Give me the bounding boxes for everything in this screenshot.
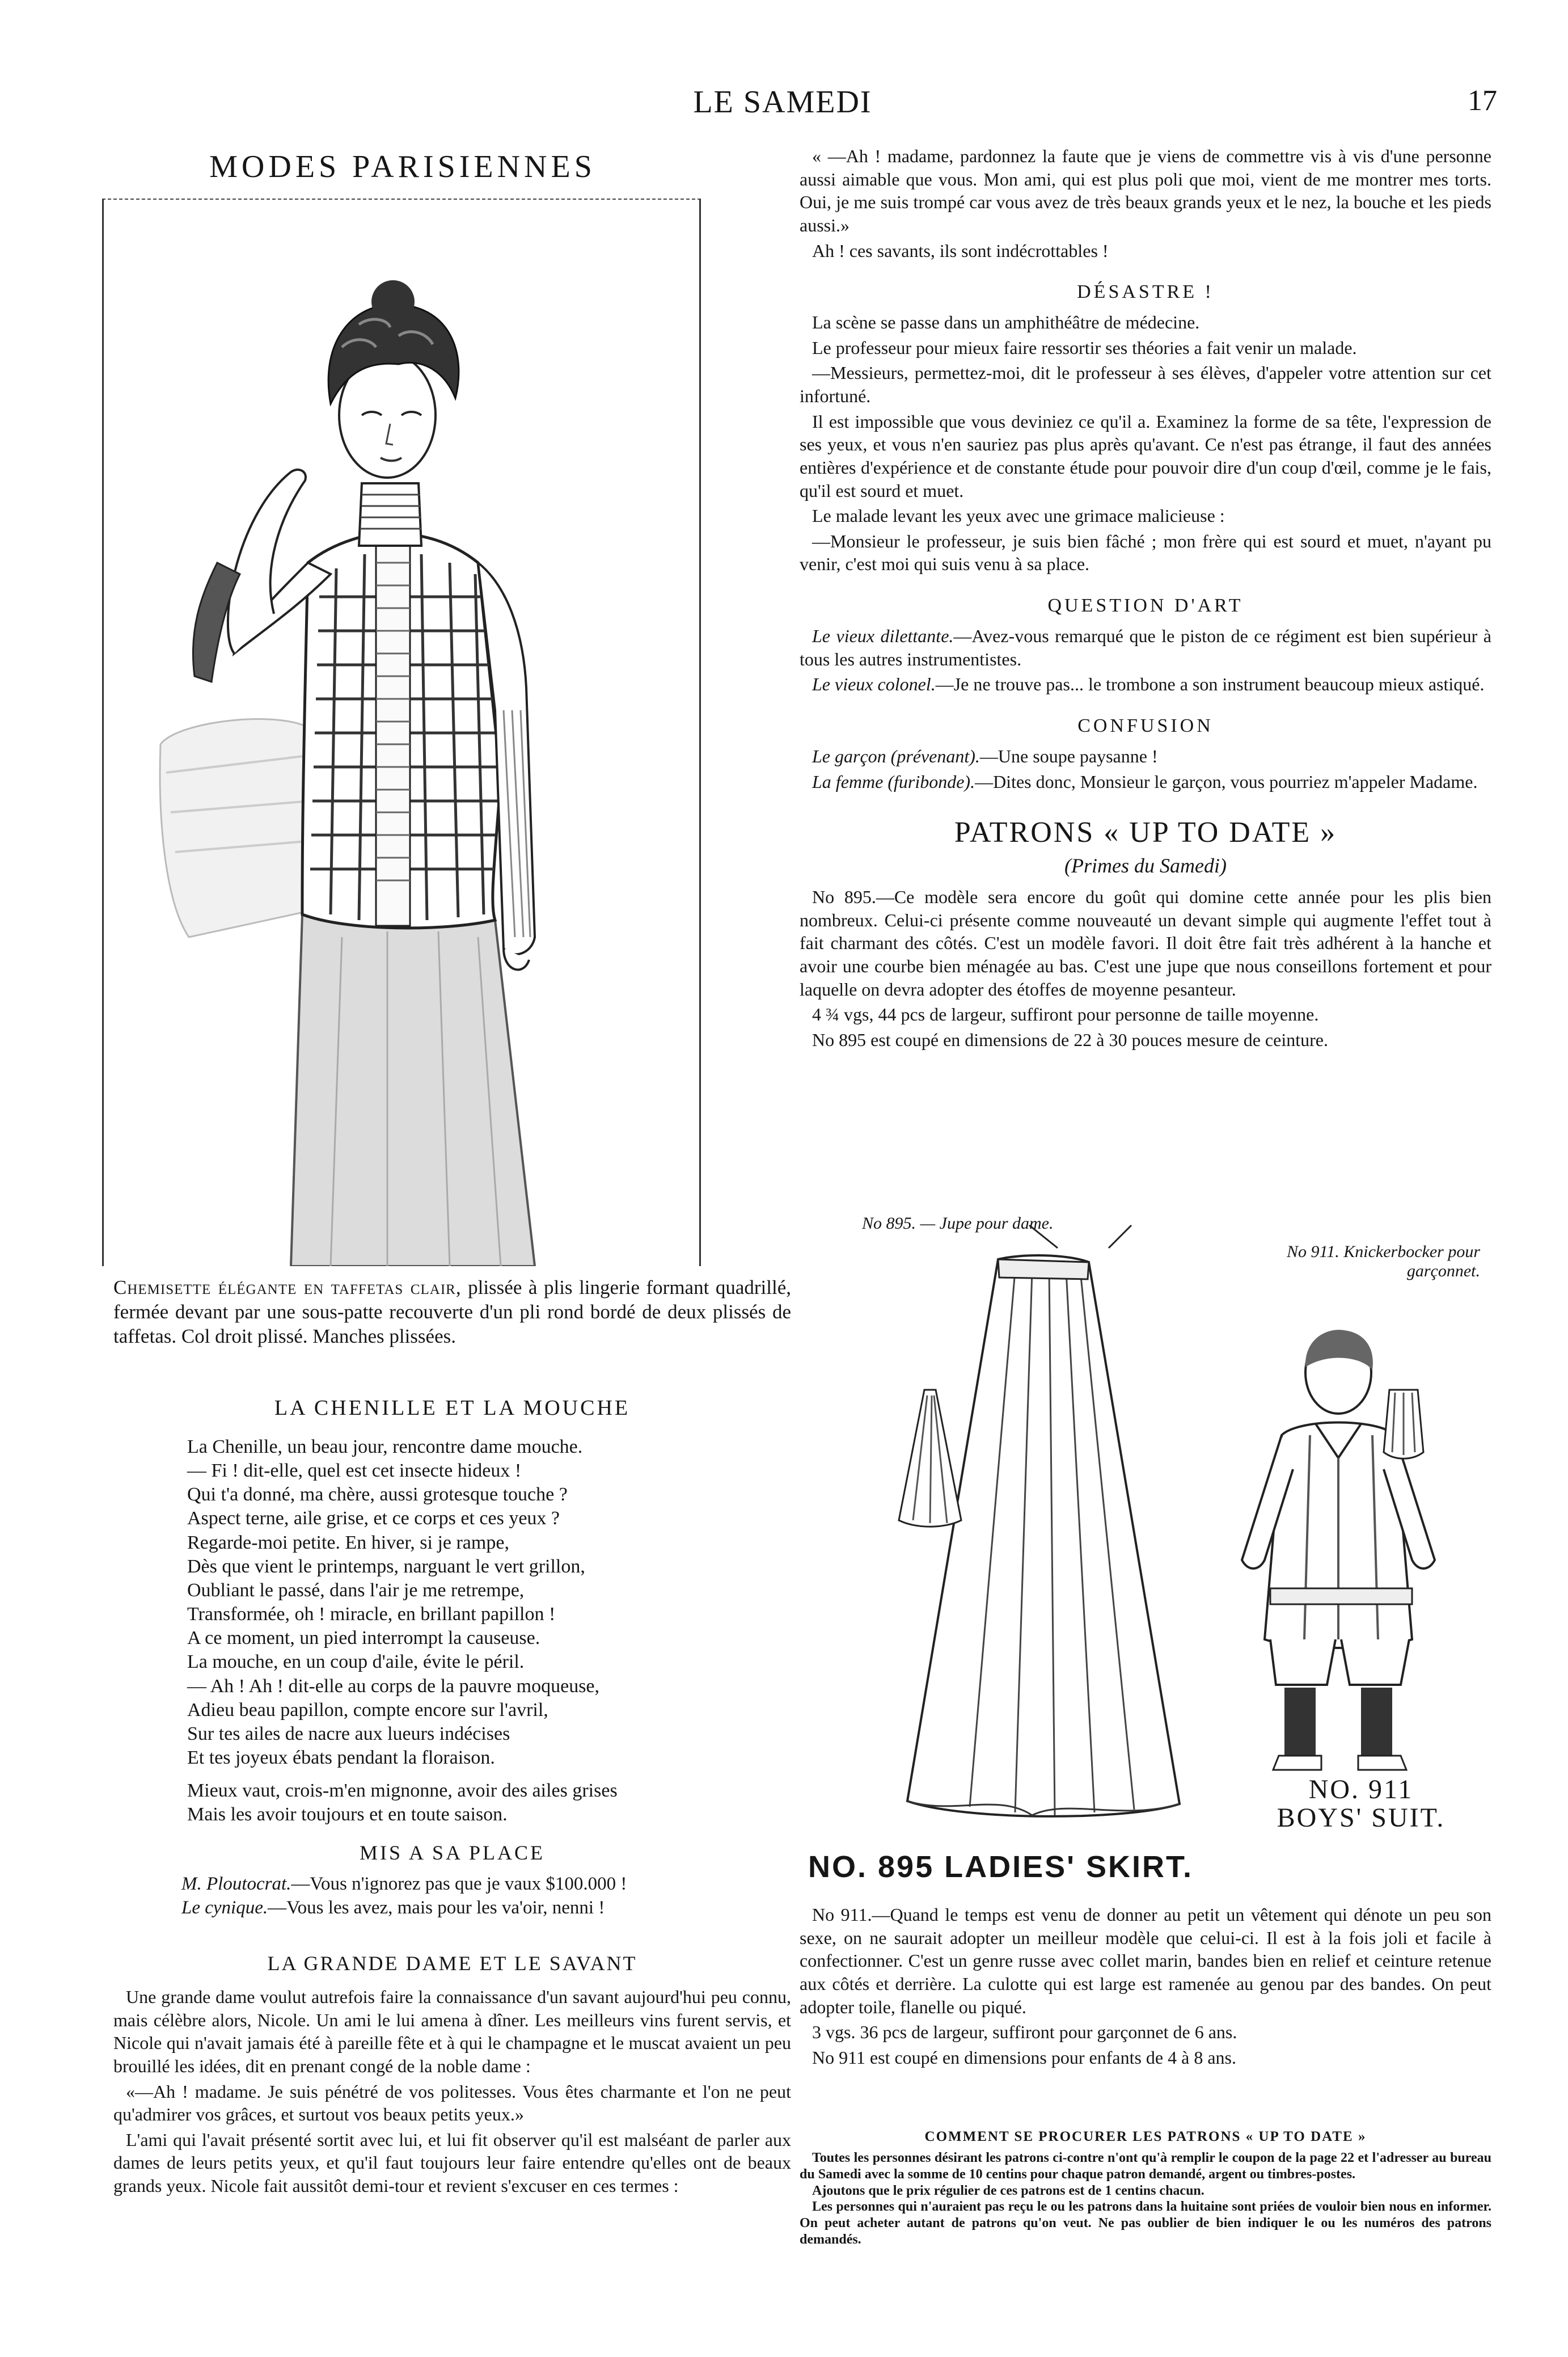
paragraph: Les personnes qui n'auraient pas reçu le ou les patrons dans la huitaine sont priées de vouloir bien nous en informer. On peut acheter autant de patrons qu'on veut. Ne pas oublier de bien indiquer le ou les numéros des patrons demandés. [800, 2199, 1491, 2247]
speaker: M. Ploutocrat. [181, 1874, 291, 1894]
speaker: Le garçon (prévenant). [812, 745, 980, 766]
comment-title: COMMENT SE PROCURER LES PATRONS « UP TO DATE » [924, 2129, 1367, 2144]
blouse-illustration [104, 200, 699, 1266]
paragraph: Toutes les personnes désirant les patrons ci-contre n'ont qu'à remplir le coupon de la page 22 et l'adresser au bureau du Samedi avec la somme de 10 centins pour chaque patron demandé, argent ou timbres-postes. [800, 2151, 1491, 2182]
no911-text [800, 1903, 1491, 2071]
poem-line: Et tes joyeux ébats pendant la floraison. [187, 1747, 495, 1769]
confusion-title: CONFUSION [1077, 715, 1214, 736]
question-art-title: QUESTION D'ART [1047, 595, 1244, 616]
skirt-top-line-illustration [1024, 1220, 1137, 1254]
paragraph: No 895.—Ce modèle sera encore du goût qui domine cette année pour les plis bien nombreux. Celui-ci présente comme nouveauté un devant simple qui augmente l'effet tout à fait charmant des côtés. C'est un modèle favori. Il doit être fait très adhérent à la hanche et avoir une courbe bien ménagée au bas. C'est une jupe que nous conseillons fortement et pour laquelle on devra adopter des étoffes de moyenne pesanteur. [800, 887, 1491, 1000]
paragraph: La scène se passe dans un amphithéâtre de médecine. [812, 312, 1200, 333]
dialogue-line: —Une soupe paysanne ! [979, 745, 1158, 766]
paragraph: —Monsieur le professeur, je suis bien fâché ; mon frère qui est sourd et muet, n'ayant pu venir, c'est moi qui suis venu à sa place. [800, 530, 1491, 575]
paragraph: No 911 est coupé en dimensions pour enfants de 4 à 8 ans. [812, 2047, 1236, 2068]
paragraph: Ah ! ces savants, ils sont indécrottables ! [812, 240, 1109, 261]
paragraph: Le professeur pour mieux faire ressortir ses théories a fait venir un malade. [812, 337, 1357, 358]
poem-line: La Chenille, un beau jour, rencontre dame mouche. [187, 1436, 583, 1457]
poem-moral-line: Mieux vaut, crois-m'en mignonne, avoir des ailes grises [187, 1780, 618, 1802]
modes-section [113, 149, 692, 185]
paragraph: Le malade levant les yeux avec une grimace malicieuse : [812, 505, 1225, 526]
mis-a-sa-place-title: MIS A SA PLACE [359, 1841, 546, 1864]
poem-line: — Ah ! Ah ! dit-elle au corps de la pauvre moqueuse, [187, 1675, 600, 1697]
poem-moral-line: Mais les avoir toujours et en toute saison. [187, 1804, 508, 1825]
speaker: Le vieux colonel. [812, 674, 936, 695]
blouse-caption [113, 1275, 791, 1348]
dialogue-line: —Je ne trouve pas... le trombone a son instrument beaucoup mieux astiqué. [935, 674, 1485, 695]
paragraph: Il est impossible que vous deviniez ce qu'il a. Examinez la forme de sa tête, l'expression de ses yeux, et vous n'en sauriez pas plus après qu'avant. Ce n'est pas étrange, il faut des années entières d'expérience et de constante étude pour pouvoir dire d'un coup d'œil, comme je le fais, qu'il est sourd et muet. [800, 411, 1491, 501]
boys-suit-illustration [1231, 1322, 1469, 1776]
dialogue-line: —Vous n'ignorez pas que je vaux $100.000 ! [291, 1874, 627, 1894]
poem-line: — Fi ! dit-elle, quel est cet insecte hideux ! [187, 1460, 522, 1482]
skirt-detail-illustration [893, 1384, 967, 1532]
paragraph: « —Ah ! madame, pardonnez la faute que je viens de commettre vis à vis d'une personne aussi aimable que vous. Mon ami, qui est plus poli que moi, vient de me montrer mes torts. Oui, je me suis trompé car vous avez de très beaux grands yeux et le nez, la bouche et les pieds aussi.» [800, 146, 1491, 235]
grande-dame-text [113, 1985, 791, 2200]
grande-dame-title: LA GRANDE DAME ET LE SAVANT [267, 1952, 637, 1975]
paragraph: L'ami qui l'avait présenté sortit avec lui, et lui fit observer qu'il est malséant de parler aux dames de leurs petits yeux, et qu'il faut toujours leur faire entendre qu'elles ont de beaux grands yeux. Nicole fait aussitôt demi-tour et revient s'excuser en ces termes : [113, 2129, 791, 2196]
speaker: Le cynique. [181, 1898, 268, 1919]
poem-line: Qui t'a donné, ma chère, aussi grotesque touche ? [187, 1484, 568, 1506]
poem-title: LA CHENILLE ET LA MOUCHE [274, 1396, 631, 1420]
dialogue-line: —Dites donc, Monsieur le garçon, vous pourriez m'appeler Madame. [975, 771, 1478, 792]
modes-title: MODES PARISIENNES [209, 149, 596, 184]
boys-suit-number: NO. 911 [1308, 1774, 1414, 1804]
boys-figure-label: No 911. Knickerbocker pour garçonnet. [1286, 1242, 1480, 1280]
poem-line: La mouche, en un coup d'aile, évite le péril. [187, 1651, 525, 1673]
paragraph: No 911.—Quand le temps est venu de donner au petit un vêtement qui dénote un peu son sexe, on ne saurait adopter un meilleur modèle que celui-ci. Il est à la fois joli et facile à confectionner. C'est un genre russe avec collet marin, bandes bien en relief et ceinture retenue aux côtés et derrière. La culotte qui est large est ramenée au genou par des bandes. On peut adopter toile, flanelle ou piqué. [800, 1904, 1491, 2017]
poem-line: Oubliant le passé, dans l'air je me retrempe, [187, 1579, 525, 1601]
poem-line: Transformée, oh ! miracle, en brillant papillon ! [187, 1604, 556, 1625]
patrons-title: PATRONS « UP TO DATE » [954, 816, 1337, 849]
skirt-illustration [885, 1248, 1202, 1838]
boys-suit-caption [1253, 1776, 1469, 1833]
paragraph: No 895 est coupé en dimensions de 22 à 30 pouces mesure de ceinture. [812, 1029, 1328, 1050]
collar-detail-illustration [1378, 1384, 1429, 1464]
paragraph: —Messieurs, permettez-moi, dit le professeur à ses élèves, d'appeler votre attention sur cet infortuné. [800, 362, 1491, 406]
poem-line: A ce moment, un pied interrompt la causeuse. [187, 1627, 540, 1649]
poem-line: Aspect terne, aile grise, et ce corps et ces yeux ? [187, 1508, 560, 1529]
paragraph: Une grande dame voulut autrefois faire la connaissance d'un savant aujourd'hui peu connu, mais célèbre alors, Nicole. Un ami le lui amena à dîner. Les meilleurs vins furent servis, et Nicole qui n'avait jamais été à pareille fête et à qui le champagne et le muscat avaient un peu brouillé les idées, dit en prenant congé de la noble dame : [113, 1987, 791, 2076]
speaker: La femme (furibonde). [812, 771, 975, 792]
paragraph: 4 ¾ vgs, 44 pcs de largeur, suffiront pour personne de taille moyenne. [812, 1004, 1319, 1025]
fashion-plate-frame [102, 199, 701, 1266]
ladies-skirt-caption: NO. 895 LADIES' SKIRT. [808, 1850, 1193, 1884]
poem-line: Dès que vient le printemps, narguant le vert grillon, [187, 1555, 585, 1577]
blouse-caption-text: plissée à plis lingerie formant quadrillé, fermée devant par une sous-patte recouverte d'un pli rond bordé de deux plissés de taffetas. Col droit plissé. Manches plissées. [113, 1276, 791, 1348]
page-number: 17 [1468, 85, 1497, 117]
speaker: Le vieux dilettante. [812, 626, 954, 646]
blouse-caption-lead: Chemisette élégante en taffetas clair, [113, 1276, 462, 1298]
mis-a-sa-place-text [181, 1872, 791, 1920]
paragraph: 3 vgs. 36 pcs de largeur, suffiront pour garçonnet de 6 ans. [812, 2022, 1237, 2043]
skirt-figure-label: No 895. — Jupe pour dame. [862, 1214, 1054, 1233]
comment-text [800, 2150, 1491, 2248]
dialogue-line: —Avez-vous remarqué que le piston de ce régiment est bien supérieur à tous les autres instrumentistes. [800, 626, 1492, 669]
paragraph: Ajoutons que le prix régulier de ces patrons est de 1 centins chacun. [812, 2183, 1204, 2198]
poem-line: Adieu beau papillon, compte encore sur l'avril, [187, 1699, 548, 1721]
boys-suit-label: BOYS' SUIT. [1277, 1803, 1446, 1833]
page-header-title: LE SAMEDI [693, 85, 872, 120]
right-column [800, 145, 1491, 1054]
poem-line: Sur tes ailes de nacre aux lueurs indécises [187, 1723, 510, 1744]
patrons-subtitle: (Primes du Samedi) [1064, 854, 1227, 878]
dialogue-line: —Vous les avez, mais pour les va'oir, nenni ! [268, 1898, 605, 1919]
poem [187, 1435, 788, 1827]
poem-line: Regarde-moi petite. En hiver, si je rampe, [187, 1532, 509, 1553]
desastre-title: DÉSASTRE ! [1077, 281, 1214, 303]
paragraph: «—Ah ! madame. Je suis pénétré de vos politesses. Vous êtes charmante et l'on ne peut qu'admirer vos grâces, et surtout vos beaux petits yeux.» [113, 2081, 791, 2125]
